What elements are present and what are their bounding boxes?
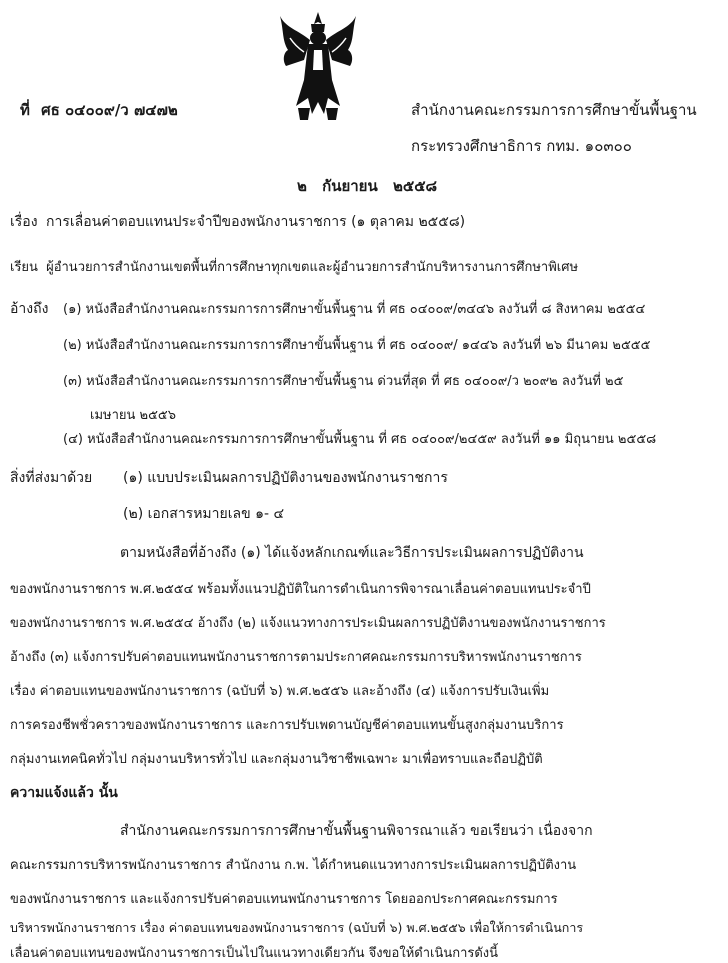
paragraph1-line: ตามหนังสือที่อ้างถึง (๑) ได้แจ้งหลักเกณฑ์และวิธีการประเมินผลการปฏิบัติงาน xyxy=(120,545,584,561)
date-month: กันยายน xyxy=(322,177,378,195)
paragraph2-line: คณะกรรมการบริหารพนักงานราชการ สำนักงาน ก.พ. ได้กำหนดแนวทางการประเมินผลการปฏิบัติงาน xyxy=(10,858,577,873)
office-address: กระทรวงศึกษาธิการ กทม. ๑๐๓๐๐ xyxy=(411,137,632,155)
paragraph2-line: ของพนักงานราชการ และแจ้งการปรับค่าตอบแทนพนักงานราชการ โดยออกประกาศคณะกรรมการ xyxy=(10,892,558,907)
garuda-emblem-icon xyxy=(278,10,358,122)
reference-item: เมษายน ๒๕๕๖ xyxy=(90,408,177,423)
enclosure-item: (๒) เอกสารหมายเลข ๑- ๔ xyxy=(123,506,285,522)
enclosure-item: (๑) แบบประเมินผลการปฏิบัติงานของพนักงานราชการ xyxy=(123,470,448,486)
enclosures-label: สิ่งที่ส่งมาด้วย xyxy=(10,470,93,486)
paragraph1-line: เรื่อง ค่าตอบแทนของพนักงานราชการ (ฉบับที่ ๖) พ.ศ.๒๕๕๖ และอ้างถึง (๔) แจ้งการปรับเงินเพิ่ม xyxy=(10,684,550,699)
document-date xyxy=(297,174,437,198)
reference-item: (๒) หนังสือสำนักงานคณะกรรมการการศึกษาขั้นพื้นฐาน ที่ ศธ ๐๔๐๐๙/ ๑๔๔๖ ลงวันที่ ๒๖ มีนาคม ๒๕๕๕ xyxy=(63,338,651,353)
reference-item: (๔) หนังสือสำนักงานคณะกรรมการการศึกษาขั้นพื้นฐาน ที่ ศธ ๐๔๐๐๙/๒๔๕๙ ลงวันที่ ๑๑ มิถุนายน ๒๕๕๘ xyxy=(63,432,657,447)
paragraph1-line: การครองชีพชั่วคราวของพนักงานราชการ และการปรับเพดานบัญชีค่าตอบแทนขั้นสูงกลุ่มงานบริการ xyxy=(10,718,564,733)
subject-text: การเลื่อนค่าตอบแทนประจำปีของพนักงานราชการ (๑ ตุลาคม ๒๕๕๘) xyxy=(46,214,466,230)
to-text: ผู้อำนวยการสำนักงานเขตพื้นที่การศึกษาทุกเขตและผู้อำนวยการสำนักบริหารงานการศึกษาพิเศษ xyxy=(46,260,579,275)
to-label: เรียน xyxy=(10,260,38,275)
paragraph1-line: ของพนักงานราชการ พ.ศ.๒๕๕๔ พร้อมทั้งแนวปฏิบัติในการดำเนินการพิจารณาเลื่อนค่าตอบแทนประจำปี xyxy=(10,582,591,597)
office-name: สำนักงานคณะกรรมการการศึกษาขั้นพื้นฐาน xyxy=(411,101,697,119)
paragraph1-line: ของพนักงานราชการ พ.ศ.๒๕๕๔ อ้างถึง (๒) แจ้งแนวทางการประเมินผลการปฏิบัติงานของพนักงานราชการ xyxy=(10,616,606,631)
paragraph1-line: อ้างถึง (๓) แจ้งการปรับค่าตอบแทนพนักงานราชการตามประกาศคณะกรรมการบริหารพนักงานราชการ xyxy=(10,650,582,665)
paragraph2-line: สำนักงานคณะกรรมการการศึกษาขั้นพื้นฐานพิจารณาแล้ว ขอเรียนว่า เนื่องจาก xyxy=(120,823,593,839)
ref-label: ที่ xyxy=(20,101,30,119)
ref-number: ศธ ๐๔๐๐๙/ว ๗๔๗๒ xyxy=(41,101,178,119)
paragraph1-line: กลุ่มงานเทคนิคทั่วไป กลุ่มงานบริหารทั่วไป และกลุ่มงานวิชาชีพเฉพาะ มาเพื่อทราบและถือปฏิบัติ xyxy=(10,752,543,767)
references-label: อ้างถึง xyxy=(10,301,49,317)
paragraph2-line: เลื่อนค่าตอบแทนของพนักงานราชการเป็นไปในแนวทางเดียวกัน จึงขอให้ดำเนินการดังนี้ xyxy=(10,946,499,961)
reference-item: (๓) หนังสือสำนักงานคณะกรรมการการศึกษาขั้นพื้นฐาน ด่วนที่สุด ที่ ศธ ๐๔๐๐๙/ว ๒๐๙๒ ลงวันที่ ๒๕ xyxy=(63,374,624,389)
subject-label: เรื่อง xyxy=(10,214,38,230)
paragraph2-line: บริหารพนักงานราชการ เรื่อง ค่าตอบแทนของพนักงานราชการ (ฉบับที่ ๖) พ.ศ.๒๕๕๖ เพื่อให้การดำเนินการ xyxy=(10,920,584,935)
date-year: ๒๕๕๘ xyxy=(392,177,438,195)
date-day: ๒ xyxy=(297,177,307,195)
reference-item: (๑) หนังสือสำนักงานคณะกรรมการการศึกษาขั้นพื้นฐาน ที่ ศธ ๐๔๐๐๙/๓๔๔๖ ลงวันที่ ๘ สิงหาคม ๒๕๕๔ xyxy=(63,302,646,317)
paragraph1-line: ความแจ้งแล้ว นั้น xyxy=(10,785,118,801)
